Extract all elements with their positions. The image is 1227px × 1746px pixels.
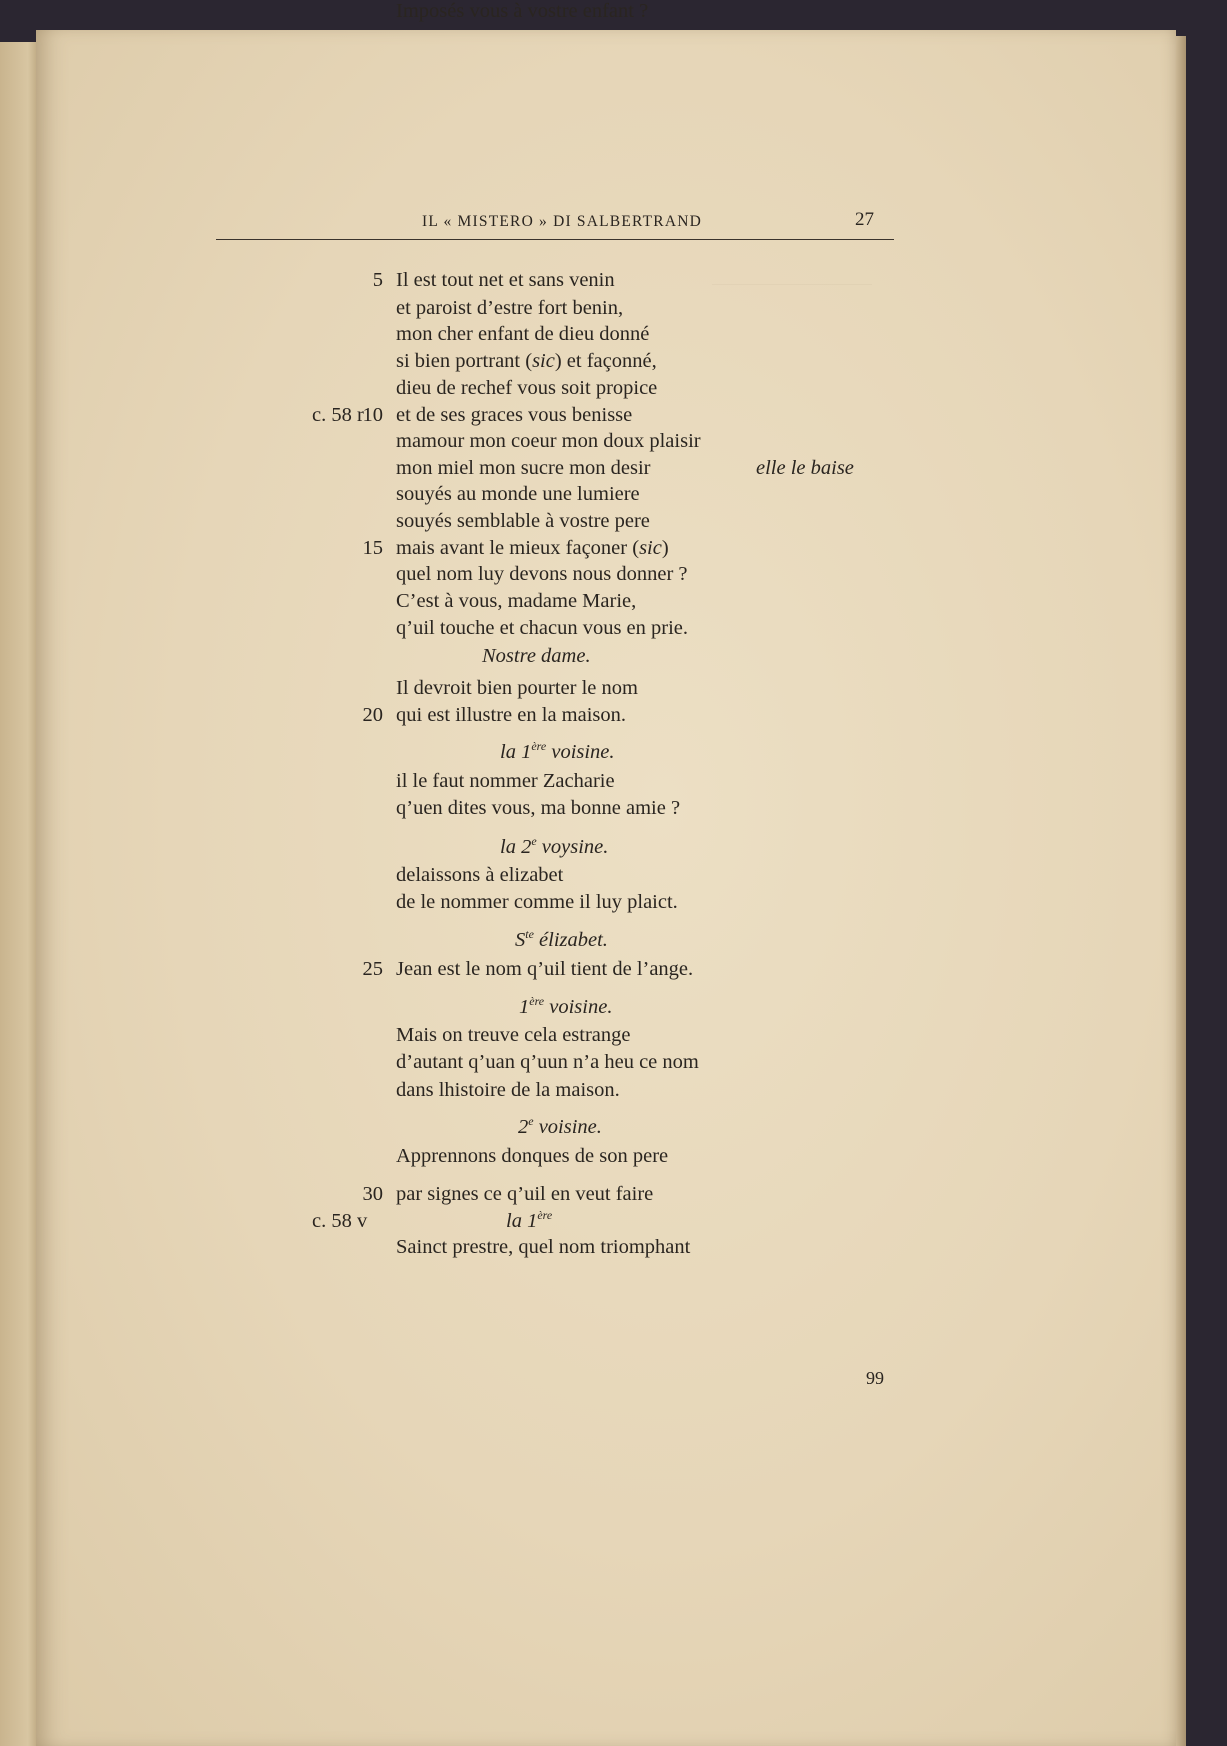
verse-line: souyés semblable à vostre pere (396, 510, 650, 532)
folio-marker: c. 58 r (312, 404, 364, 426)
speaker-role: voisine. (546, 741, 615, 763)
verse-number: 10 (362, 404, 383, 426)
ordinal-superscript: e (528, 1114, 534, 1128)
verse-line: Jean est le nom q’uil tient de l’ange. (396, 958, 694, 980)
header-rule (216, 239, 894, 240)
verse-line: quel nom luy devons nous donner ? (396, 563, 688, 585)
verse-number: 20 (362, 704, 383, 726)
speaker-label (500, 741, 615, 764)
show-through-decoration (712, 284, 872, 375)
verse-number: 25 (362, 958, 383, 980)
speaker-label (518, 1116, 602, 1139)
verse-line: q’uen dites vous, ma bonne amie ? (396, 797, 681, 819)
speaker-name: 1 (519, 996, 530, 1018)
running-head: IL « MISTERO » DI SALBERTRAND (422, 213, 702, 230)
verse-line: q’uil touche et chacun vous en prie. (396, 617, 689, 639)
folio-marker: c. 58 v (312, 1210, 368, 1232)
speaker-role: voisine. (533, 1116, 602, 1138)
verse-line: il le faut nommer Zacharie (396, 770, 615, 792)
speaker-label (500, 836, 608, 859)
verse-line: et paroist d’estre fort benin, (396, 297, 624, 319)
verse-line: dans lhistoire de la maison. (396, 1079, 620, 1101)
speaker-role: élizabet. (533, 929, 608, 951)
speaker-label (506, 1210, 552, 1233)
verse-line: dieu de rechef vous soit propice (396, 377, 658, 399)
verse-line: Apprennons donques de son pere (396, 1145, 669, 1167)
page-number-top: 27 (855, 209, 874, 230)
verse-number: 30 (362, 1183, 383, 1205)
verse-line: mon miel mon sucre mon desir (396, 457, 651, 479)
ordinal-superscript: te (525, 927, 534, 941)
verse-line: delaissons à elizabet (396, 864, 564, 886)
speaker-role: voisine. (544, 996, 613, 1018)
speaker-label (519, 996, 612, 1019)
verse-text: ) et façonné, (554, 350, 657, 372)
verse-line: par signes ce q’uil en veut faire (396, 1183, 654, 1205)
speaker-name: la 2 (500, 836, 532, 858)
verse-line: de le nommer comme il luy plaict. (396, 891, 678, 913)
verse-text: si bien portrant ( (396, 350, 533, 372)
verse-line: mon cher enfant de dieu donné (396, 323, 650, 345)
verse-line: Il devroit bien pourter le nom (396, 677, 638, 699)
verse-text: mais avant le mieux façoner ( (396, 537, 640, 559)
verse-line: et de ses graces vous benisse (396, 404, 633, 426)
verse-number: 15 (362, 537, 383, 559)
verse-number: 5 (372, 269, 383, 291)
verse-line: Mais on treuve cela estrange (396, 1024, 631, 1046)
sic-annotation: sic (532, 350, 555, 372)
verse-line (396, 537, 669, 560)
speaker-name: la 1 (500, 741, 532, 763)
ordinal-superscript: ère (531, 739, 547, 753)
verse-line: souyés au monde une lumiere (396, 483, 640, 505)
page-number-bottom: 99 (866, 1368, 884, 1388)
ordinal-superscript: e (531, 834, 537, 848)
speaker-name: la 1 (506, 1210, 538, 1232)
verse-line (396, 350, 657, 373)
speaker-role: voysine. (536, 836, 609, 858)
ordinal-superscript: ère (537, 1208, 553, 1222)
speaker-label (515, 929, 608, 952)
stage-direction: elle le baise (756, 457, 854, 479)
speaker-label: Nostre dame. (482, 645, 591, 667)
verse-line: Imposés vous à vostre enfant ? (396, 0, 649, 22)
verse-text: ) (661, 537, 669, 559)
verse-line: C’est à vous, madame Marie, (396, 590, 637, 612)
speaker-name: 2 (518, 1116, 529, 1138)
verse-line: mamour mon coeur mon doux plaisir (396, 430, 701, 452)
verse-line: Sainct prestre, quel nom triomphant (396, 1236, 691, 1258)
sic-annotation: sic (639, 537, 662, 559)
verse-line: Il est tout net et sans venin (396, 269, 615, 291)
verse-line: qui est illustre en la maison. (396, 704, 627, 726)
speaker-name: S (515, 929, 526, 951)
verse-line: d’autant q’uan q’uun n’a heu ce nom (396, 1051, 699, 1073)
ordinal-superscript: ère (529, 994, 545, 1008)
facing-page-edge (0, 42, 40, 1746)
page-edge (1176, 36, 1186, 1746)
